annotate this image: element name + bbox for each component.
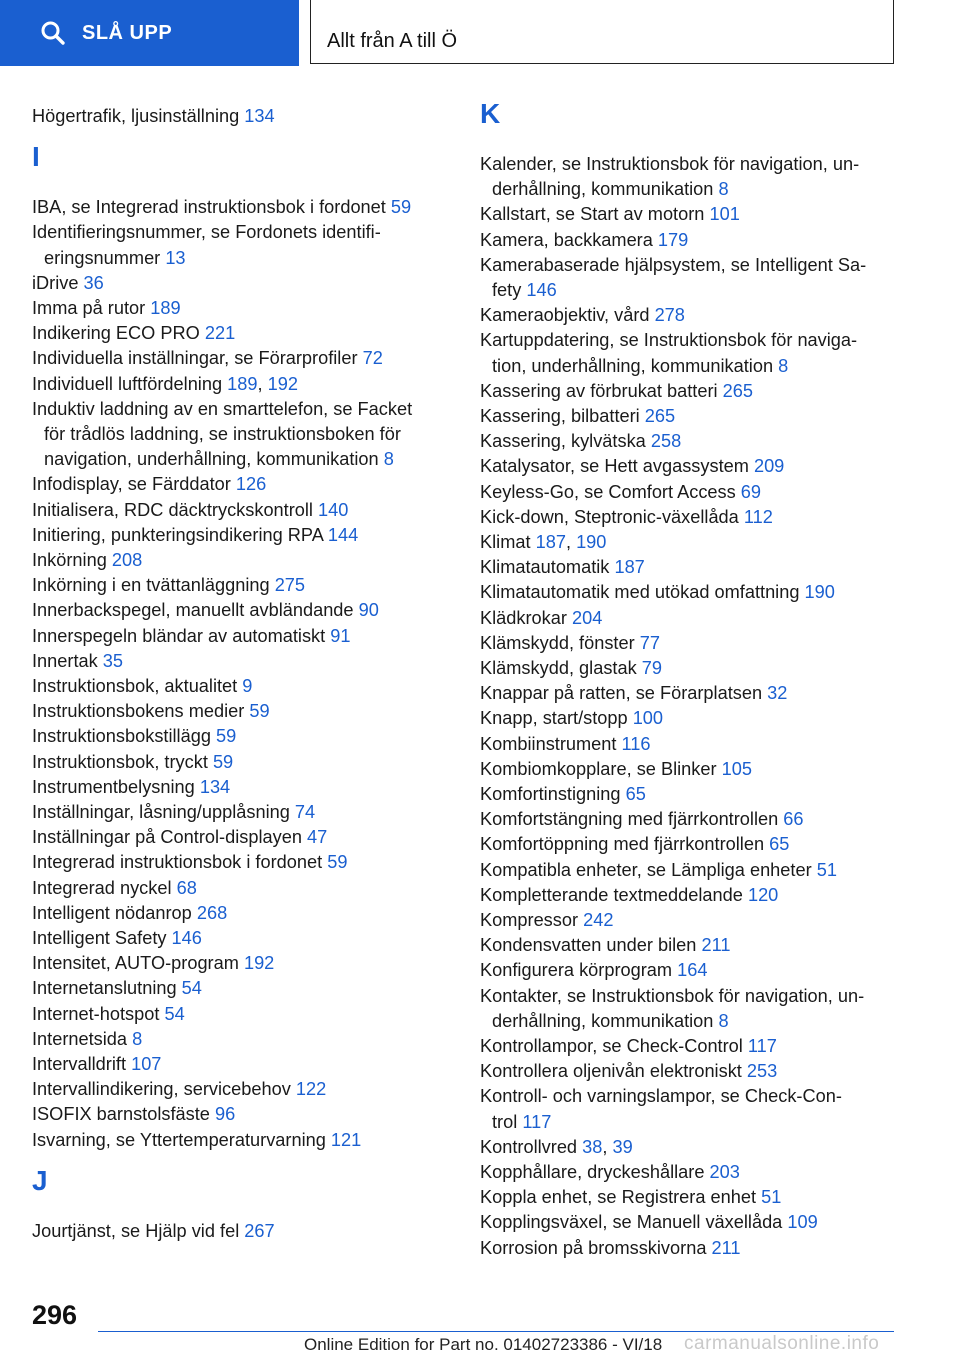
index-entry-text: Kontrollvred (480, 1136, 578, 1157)
index-entry-text: Intensitet, AUTO-program (32, 953, 239, 974)
index-entry-text: Internetanslutning (32, 978, 177, 999)
page-link[interactable]: 69 (740, 481, 762, 502)
page-link[interactable]: 192 (243, 953, 275, 974)
index-entry-text: Kassering, bilbatteri (480, 406, 640, 426)
index-entry-text: Kontakter, se Instruktionsbok för navigation, un- (480, 985, 865, 1006)
index-entry (32, 1128, 361, 1153)
index-entry-text: Integrerad nyckel (32, 877, 172, 898)
page-link[interactable]: 8 (718, 179, 729, 200)
index-entry (480, 958, 708, 983)
index-entry (32, 523, 358, 548)
page-link[interactable]: 258 (650, 431, 682, 452)
index-entry-text: Komfortstängning med fjärrkontrollen (480, 809, 779, 830)
index-entry-text: Klimatautomatik med utökad omfattning (480, 582, 800, 603)
page-link[interactable]: 189 (150, 298, 181, 318)
index-entry-text: Klimat (480, 532, 531, 552)
watermark: carmanualsonline.info (684, 1333, 880, 1354)
index-entry (480, 832, 789, 857)
page-link[interactable]: 117 (747, 1036, 777, 1056)
page-link[interactable]: 54 (164, 1003, 185, 1024)
index-entry (480, 202, 740, 227)
index-entry-text: Koppla enhet, se Registrera enhet (480, 1187, 757, 1208)
index-entry-text: Knapp, start/stopp (480, 708, 628, 729)
page-link[interactable]: 211 (701, 935, 731, 956)
page-link[interactable]: 179 (657, 229, 689, 250)
page-link[interactable]: 90 (358, 600, 379, 621)
page-link[interactable]: 77 (639, 632, 660, 653)
page-link[interactable]: 32 (767, 683, 788, 704)
index-entry-text: Kalender, se Instruktionsbok för navigation, un- (480, 154, 860, 174)
section-title: Allt från A till Ö (327, 30, 458, 52)
index-entry (480, 1236, 741, 1261)
index-entry (480, 480, 761, 505)
index-entry-text: Indikering ECO PRO (32, 323, 200, 344)
index-entry (480, 984, 864, 1034)
page-link[interactable]: 146 (171, 928, 202, 948)
index-entry-text: Kombiinstrument (480, 733, 617, 754)
index-entry-text: Keyless-Go, se Comfort Access (480, 481, 736, 502)
index-entry (480, 883, 778, 908)
index-entry-text: Instruktionsbok, tryckt (32, 751, 208, 772)
index-entry-text: IBA, se Integrerad instruktionsbok i fordonet (32, 197, 386, 218)
index-entry-text: Kontrollera oljenivån elektroniskt (480, 1061, 742, 1082)
index-entry-text: Kameraobjektiv, vård (480, 305, 650, 326)
page-link[interactable]: 189 (227, 373, 258, 394)
page-link[interactable]: 268 (196, 902, 228, 923)
index-entry-text: Konfigurera körprogram (480, 960, 673, 981)
index-entry (480, 1034, 777, 1059)
index-entry-text: Kartuppdatering, se Instruktionsbok för naviga- (480, 330, 858, 351)
index-entry (480, 782, 646, 807)
index-entry-text: Innerspegeln bländar av automatiskt (32, 625, 326, 646)
index-entry-text: Kick-down, Steptronic-växellåda (480, 506, 739, 527)
page-link[interactable]: 38 (582, 1136, 603, 1157)
index-entry-text: Internetsida (32, 1028, 128, 1049)
index-entry-text: Inställningar, låsning/upplåsning (32, 802, 290, 822)
index-entry (32, 649, 123, 674)
index-entry (32, 800, 315, 825)
index-entry-continuation: navigation, underhållning, kommunikation (44, 449, 379, 470)
page-link[interactable]: 59 (327, 852, 348, 873)
index-entry-text: Intelligent Safety (32, 928, 167, 948)
page-link[interactable]: 117 (522, 1111, 552, 1132)
page-link[interactable]: 120 (747, 884, 779, 905)
index-entry (480, 656, 662, 681)
index-entry (32, 674, 252, 699)
page-link[interactable]: 203 (709, 1162, 740, 1182)
index-entry-text: Instrumentbelysning (32, 776, 195, 797)
page-link[interactable]: 65 (625, 784, 646, 804)
page-link[interactable]: 8 (718, 1010, 729, 1031)
page-link[interactable]: 126 (235, 474, 267, 495)
page-link[interactable]: 192 (267, 373, 298, 394)
index-entry (480, 757, 752, 782)
index-entry (480, 253, 866, 303)
index-entry-text: iDrive (32, 272, 79, 293)
index-entry-text: Knappar på ratten, se Förarplatsen (480, 683, 763, 704)
index-entry (32, 397, 412, 473)
page-link[interactable]: 116 (621, 733, 651, 754)
page-link[interactable]: 59 (390, 197, 412, 218)
page-link[interactable]: 208 (111, 550, 143, 570)
page-link[interactable]: 91 (330, 625, 351, 646)
index-entry (480, 328, 857, 378)
page-link[interactable]: 146 (526, 280, 557, 300)
index-entry-text: Kontroll- och varningslampor, se Check-Con- (480, 1086, 842, 1107)
index-entry (32, 1102, 235, 1127)
index-entry (32, 195, 411, 220)
index-entry (32, 220, 381, 270)
page-number: 296 (32, 1300, 78, 1330)
page-link[interactable]: 65 (769, 834, 790, 855)
page-link[interactable]: 100 (632, 708, 664, 729)
index-entry-text: Identifieringsnummer, se Fordonets identifi- (32, 222, 381, 243)
page-link[interactable]: 72 (362, 348, 383, 369)
page-link[interactable]: 275 (274, 575, 306, 596)
index-entry-text: Klämskydd, glastak (480, 658, 637, 678)
index-entry (480, 1135, 633, 1160)
index-entry-text: Internet-hotspot (32, 1003, 160, 1024)
page-link[interactable]: 59 (216, 726, 237, 747)
index-entry (480, 933, 730, 958)
index-entry-text: Klimatautomatik (480, 557, 610, 578)
page-link[interactable]: 59 (249, 701, 270, 722)
page-link[interactable]: 109 (787, 1212, 818, 1233)
page-link[interactable]: 47 (307, 827, 328, 848)
index-entry-text: Klädkrokar (480, 607, 567, 628)
index-entry (32, 1052, 161, 1077)
index-entry-text: Intervallindikering, servicebehov (32, 1079, 291, 1100)
page-link[interactable]: 96 (214, 1104, 236, 1125)
index-entry-text: Kompressor (480, 910, 579, 930)
page-separator: , (565, 532, 577, 552)
index-entry (32, 976, 202, 1001)
page-link[interactable]: 187 (535, 532, 566, 552)
index-entry (32, 926, 202, 951)
index-entry-text: Inkörning i en tvättanläggning (32, 575, 270, 596)
section-title-box (310, 0, 894, 64)
index-entry (480, 152, 859, 202)
index-entry-text: Individuell luftfördelning (32, 373, 223, 394)
footer-divider (98, 1331, 894, 1332)
page-link[interactable]: 164 (677, 960, 708, 981)
page-link[interactable]: 204 (572, 607, 603, 628)
page-link[interactable]: 267 (244, 1220, 275, 1241)
page-link[interactable]: 144 (327, 524, 359, 545)
page-link[interactable]: 253 (746, 1061, 778, 1082)
index-entry-text: Kassering, kylvätska (480, 431, 646, 452)
index-entry (32, 321, 235, 346)
index-entry (32, 1027, 142, 1052)
index-entry (480, 454, 784, 479)
page-link[interactable]: 105 (721, 758, 752, 779)
index-entry-text: Kassering av förbrukat batteri (480, 380, 718, 401)
page-link[interactable]: 59 (212, 751, 234, 772)
page-link[interactable]: 51 (816, 859, 837, 880)
index-entry-continuation: derhållning, kommunikation (492, 1010, 714, 1031)
index-entry (480, 228, 688, 253)
index-entry-text: Inkörning (32, 550, 107, 570)
index-entry-text: Instruktionsbokens medier (32, 701, 245, 722)
index-entry (32, 498, 348, 523)
index-entry-text: Isvarning, se Yttertemperaturvarning (32, 1129, 326, 1150)
page-link[interactable]: 13 (165, 247, 186, 268)
index-entry (480, 606, 602, 631)
index-entry (480, 1210, 818, 1235)
index-entry (32, 1002, 185, 1027)
index-entry (32, 850, 347, 875)
index-entry-text: Instruktionsbokstillägg (32, 726, 211, 747)
page-link[interactable]: 51 (761, 1187, 782, 1208)
page-link[interactable]: 66 (783, 809, 804, 830)
index-entry-text: Kompletterande textmeddelande (480, 884, 743, 905)
page-link[interactable]: 9 (242, 676, 253, 696)
index-entry (32, 573, 305, 598)
index-entry-text: Komfortinstigning (480, 784, 621, 804)
index-entry (480, 908, 613, 933)
index-entry-text: ISOFIX barnstolsfäste (32, 1104, 210, 1125)
page-link[interactable]: 36 (83, 272, 104, 293)
index-entry (480, 1059, 777, 1084)
index-letter-heading: J (32, 1164, 48, 1196)
index-entry-text: Infodisplay, se Färddator (32, 474, 231, 495)
index-entry (480, 429, 681, 454)
index-entry (32, 1219, 275, 1244)
index-entry (480, 580, 835, 605)
index-entry-text: Innertak (32, 650, 98, 671)
index-entry (480, 706, 663, 731)
index-entry-text: Instruktionsbok, aktualitet (32, 676, 238, 696)
index-entry-continuation: eringsnummer (44, 247, 161, 268)
edition-note: Online Edition for Part no. 01402723386 - VI/18 (304, 1335, 663, 1354)
index-entry-text: Kontrollampor, se Check-Control (480, 1036, 743, 1056)
index-entry-text: Jourtjänst, se Hjälp vid fel (32, 1220, 240, 1241)
index-entry-text: Katalysator, se Hett avgassystem (480, 456, 749, 477)
index-entry (480, 1084, 842, 1134)
page-link[interactable]: 122 (295, 1079, 327, 1100)
index-entry (480, 530, 606, 555)
search-button-label: SLÅ UPP (82, 21, 173, 44)
index-entry (32, 951, 274, 976)
index-entry (32, 548, 142, 573)
index-entry-continuation: tion, underhållning, kommunikation (492, 355, 774, 376)
index-entry (480, 505, 773, 530)
page-link[interactable]: 8 (132, 1028, 143, 1049)
index-entry-text: Initiering, punkteringsindikering RPA (32, 524, 323, 545)
index-entry-text: Individuella inställningar, se Förarprofiler (32, 348, 358, 369)
page-link[interactable]: 278 (654, 305, 685, 326)
page-link[interactable]: 134 (244, 106, 275, 126)
index-entry (32, 876, 197, 901)
index-entry (480, 1185, 781, 1210)
index-entry (32, 271, 104, 296)
page-link[interactable]: 190 (804, 582, 835, 603)
index-entry-continuation: fety (492, 280, 522, 300)
page-link[interactable]: 68 (176, 877, 197, 898)
index-entry (32, 598, 379, 623)
index-entry-continuation: trol (492, 1111, 518, 1132)
index-entry (480, 631, 660, 656)
index-letter-heading: I (32, 141, 40, 173)
page-link[interactable]: 140 (318, 499, 349, 520)
page-link[interactable]: 265 (644, 406, 676, 426)
page-link[interactable]: 8 (778, 355, 789, 376)
index-entry-text: Korrosion på bromsskivorna (480, 1237, 707, 1258)
page-link[interactable]: 209 (753, 456, 785, 477)
index-entry-text: Intervalldrift (32, 1054, 127, 1074)
index-entry (480, 303, 685, 328)
page-link[interactable]: 107 (131, 1054, 162, 1074)
page-link[interactable]: 54 (181, 978, 202, 999)
index-entry-text: Kopplingsväxel, se Manuell växellåda (480, 1212, 783, 1233)
index-entry-text: Kamerabaserade hjälpsystem, se Intelligent Sa- (480, 254, 867, 275)
index-entry (32, 346, 383, 371)
page-link[interactable]: 39 (612, 1136, 633, 1157)
index-entry (32, 724, 236, 749)
index-entry (32, 775, 230, 800)
top-bar (0, 0, 960, 66)
page-separator: , (257, 373, 268, 394)
search-button[interactable] (0, 0, 299, 66)
index-entry-text: Induktiv laddning av en smarttelefon, se Facket (32, 398, 413, 419)
page-link[interactable]: 221 (204, 323, 236, 344)
index-entry-text: Kompatibla enheter, se Lämpliga enheter (480, 859, 812, 880)
index-entry-continuation: derhållning, kommunikation (492, 179, 714, 200)
index-entry-text: Kallstart, se Start av motorn (480, 204, 705, 225)
page-link[interactable]: 112 (743, 506, 773, 527)
index-entry (480, 1160, 740, 1185)
index-entry-text: Kamera, backkamera (480, 229, 653, 250)
page-link[interactable]: 35 (102, 650, 124, 671)
index-entry-text: Högertrafik, ljusinställning (32, 106, 240, 126)
index-entry (480, 732, 651, 757)
index-entry-text: Kombiomkopplare, se Blinker (480, 758, 717, 779)
page-link[interactable]: 265 (722, 380, 753, 401)
index-entry (32, 372, 298, 397)
index-entry-text: Inställningar på Control-displayen (32, 827, 302, 848)
index-entry (32, 825, 327, 850)
index-entry-text: Klämskydd, fönster (480, 632, 635, 653)
page-link[interactable]: 190 (576, 532, 607, 552)
index-entry-text: Integrerad instruktionsbok i fordonet (32, 852, 323, 873)
page-link[interactable]: 187 (614, 557, 645, 578)
index-entry (480, 858, 837, 883)
index-entry (32, 750, 233, 775)
index-entry-continuation: för trådlös laddning, se instruktionsboken för (44, 424, 401, 444)
index-entry (480, 555, 645, 580)
index-entry-text: Imma på rutor (32, 298, 146, 318)
index-entry-text: Kopphållare, dryckeshållare (480, 1162, 705, 1182)
index-entry (32, 901, 227, 926)
index-entry (480, 807, 804, 832)
index-entry (32, 1077, 326, 1102)
page-link[interactable]: 121 (330, 1129, 362, 1150)
page-separator: , (602, 1136, 613, 1157)
index-entry (32, 699, 270, 724)
index-entry (32, 624, 351, 649)
index-entry-text: Innerbackspegel, manuellt avbländande (32, 600, 354, 621)
index-entry (480, 681, 787, 706)
index-entry (32, 296, 181, 321)
page-link[interactable]: 79 (641, 658, 662, 678)
index-entry (480, 379, 753, 404)
index-entry-text: Intelligent nödanrop (32, 902, 192, 923)
search-icon (40, 20, 66, 46)
index-entry-text: Komfortöppning med fjärrkontrollen (480, 834, 765, 855)
index-entry (32, 104, 275, 129)
page-link[interactable]: 74 (294, 802, 316, 822)
page-link[interactable]: 101 (709, 204, 740, 225)
index-entry-text: Kondensvatten under bilen (480, 935, 697, 956)
page-link[interactable]: 242 (583, 910, 614, 930)
index-entry (32, 472, 266, 497)
index-letter-heading: K (480, 98, 501, 129)
index-entry (480, 404, 675, 429)
index-entry-text: Initialisera, RDC däcktryckskontroll (32, 499, 313, 520)
page-link[interactable]: 211 (711, 1237, 741, 1258)
page-link[interactable]: 134 (199, 776, 231, 797)
page-link[interactable]: 8 (383, 449, 394, 470)
